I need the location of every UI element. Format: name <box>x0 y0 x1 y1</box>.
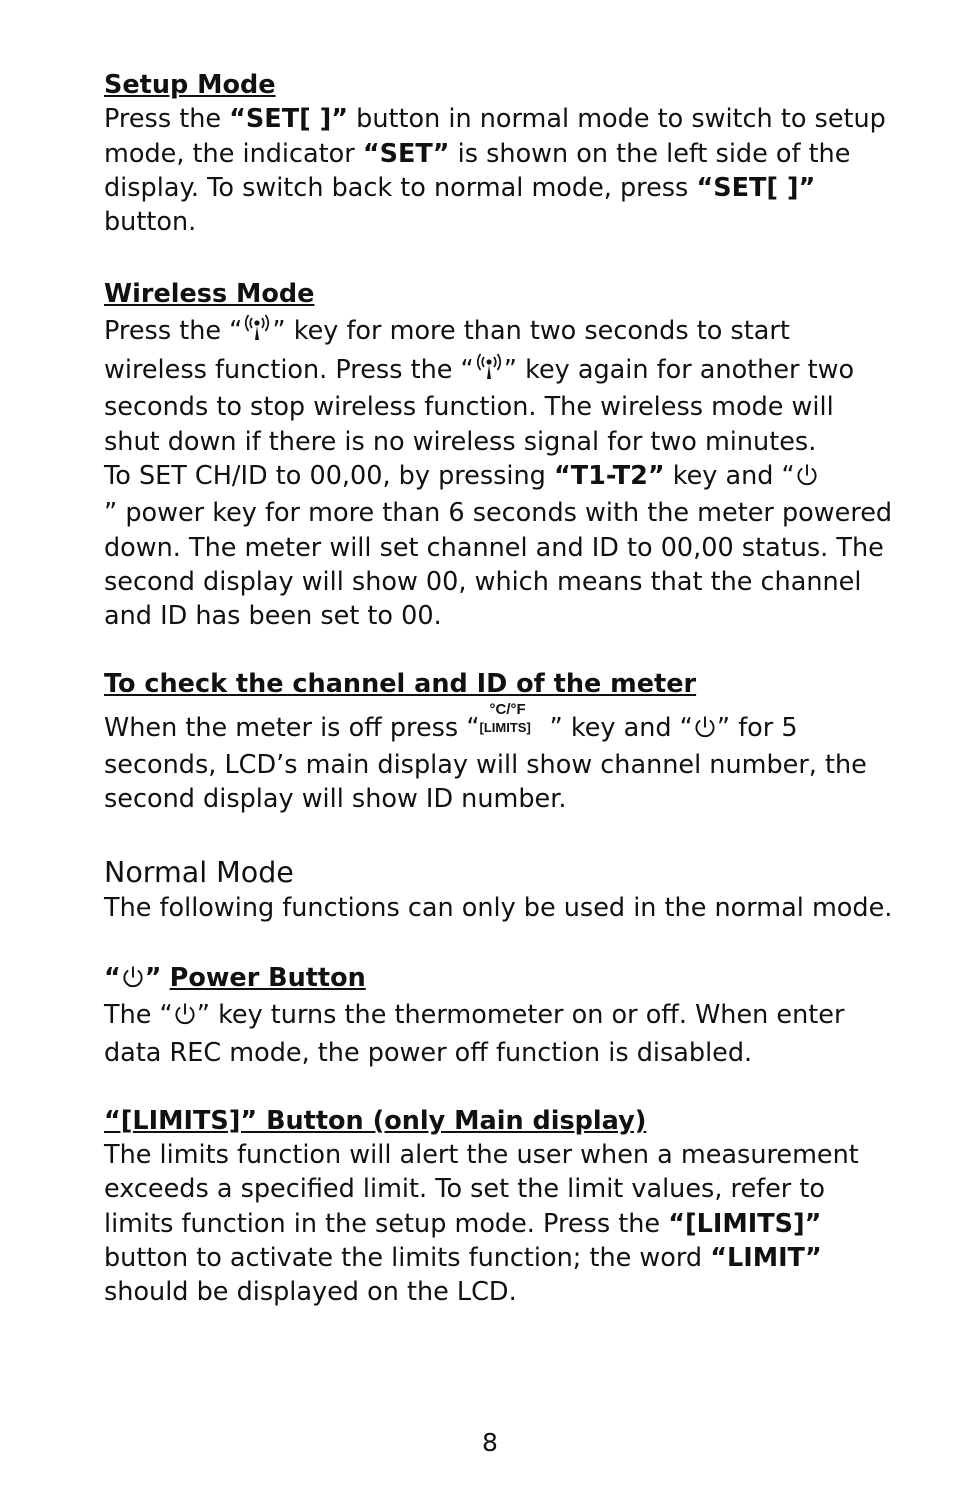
wireless-text-2: ” key for more than two seconds to start wireless function. Press the “ <box>104 315 790 386</box>
check-text-2: ” key and “ <box>549 712 693 743</box>
limits-text-1: The limits function will alert the user when a measurement exceeds a specified limit. To set the limit values, refer to limits function in the setup mode. Press the <box>104 1140 859 1239</box>
ch-id-text-1: To SET CH/ID to 00,00, by pressing <box>104 460 554 491</box>
limits-text-2: button to activate the limits function; the word <box>104 1243 711 1274</box>
quote-close: ” <box>144 962 162 993</box>
wireless-text-3: ” key again for another two seconds to stop wireless function. The wireless mode will shut down if there is no wireless signal for two minutes. <box>104 355 855 457</box>
set-indicator-label: “SET” <box>362 138 450 169</box>
setup-text-1: Press the <box>104 104 230 135</box>
power-button-title: Power Button <box>169 962 366 993</box>
c-f-label: °C/°F <box>489 700 526 718</box>
page-number: 8 <box>482 1428 498 1457</box>
limits-label: [LIMITS] <box>479 719 531 735</box>
limits-text-3: should be displayed on the LCD. <box>104 1277 517 1308</box>
power-text-2: ” key turns the thermometer on or off. When enter data REC mode, the power off function is disabled. <box>104 1000 845 1068</box>
normal-mode-heading: Normal Mode <box>104 855 294 889</box>
ch-id-text-3: ” power key for more than 6 seconds with the meter powered down. The meter will set channel and ID to 00,00 status. The second display will show 00, which means that the channel and ID has been set to 00. <box>104 498 893 632</box>
limits-button-heading: “[LIMITS]” Button (only Main display) <box>104 1105 647 1136</box>
wireless-text-1: Press the “ <box>104 315 243 346</box>
wireless-mode-heading: Wireless Mode <box>104 279 315 310</box>
wireless-mode-text <box>104 312 894 459</box>
check-channel-heading: To check the channel and ID of the meter <box>104 669 697 700</box>
wireless-icon <box>242 312 272 351</box>
setup-text-2: button in normal mode to switch to setup mode, the indicator <box>104 104 886 169</box>
power-icon <box>693 714 717 748</box>
setup-text-3: is shown on the left side of the display. To switch back to normal mode, press <box>104 138 851 203</box>
limit-indicator-label: “LIMIT” <box>710 1243 822 1274</box>
check-text-1: When the meter is off press “ <box>104 712 480 743</box>
t1-t2-key-label: “T1-T2” <box>553 460 665 491</box>
check-text-3: ” for 5 seconds, LCD’s main display will show channel number, the second display will show ID number. <box>104 712 867 815</box>
power-button-heading <box>104 961 894 998</box>
c-f-limits-key-icon <box>479 700 550 742</box>
ch-id-text-2: key and “ <box>664 460 795 491</box>
power-icon <box>173 1001 197 1035</box>
power-text-1: The “ <box>104 1000 173 1031</box>
power-icon <box>795 462 819 496</box>
setup-text-4: button. <box>104 207 197 238</box>
limits-key-label: “[LIMITS]” <box>668 1208 822 1239</box>
wireless-icon <box>474 351 504 390</box>
normal-mode-text: The following functions can only be used in the normal mode. <box>104 892 893 923</box>
limits-button-text <box>104 1138 894 1309</box>
power-icon <box>121 964 145 998</box>
quote-open: “ <box>104 962 121 993</box>
check-channel-text <box>104 700 894 817</box>
set-key-label: “SET[ ]” <box>229 104 349 135</box>
power-button-text <box>104 998 894 1070</box>
ch-id-reset-text <box>104 459 894 633</box>
manual-page <box>104 68 894 1310</box>
setup-mode-text <box>104 102 894 239</box>
set-key-label-2: “SET[ ]” <box>696 172 816 203</box>
setup-mode-heading: Setup Mode <box>104 70 276 100</box>
